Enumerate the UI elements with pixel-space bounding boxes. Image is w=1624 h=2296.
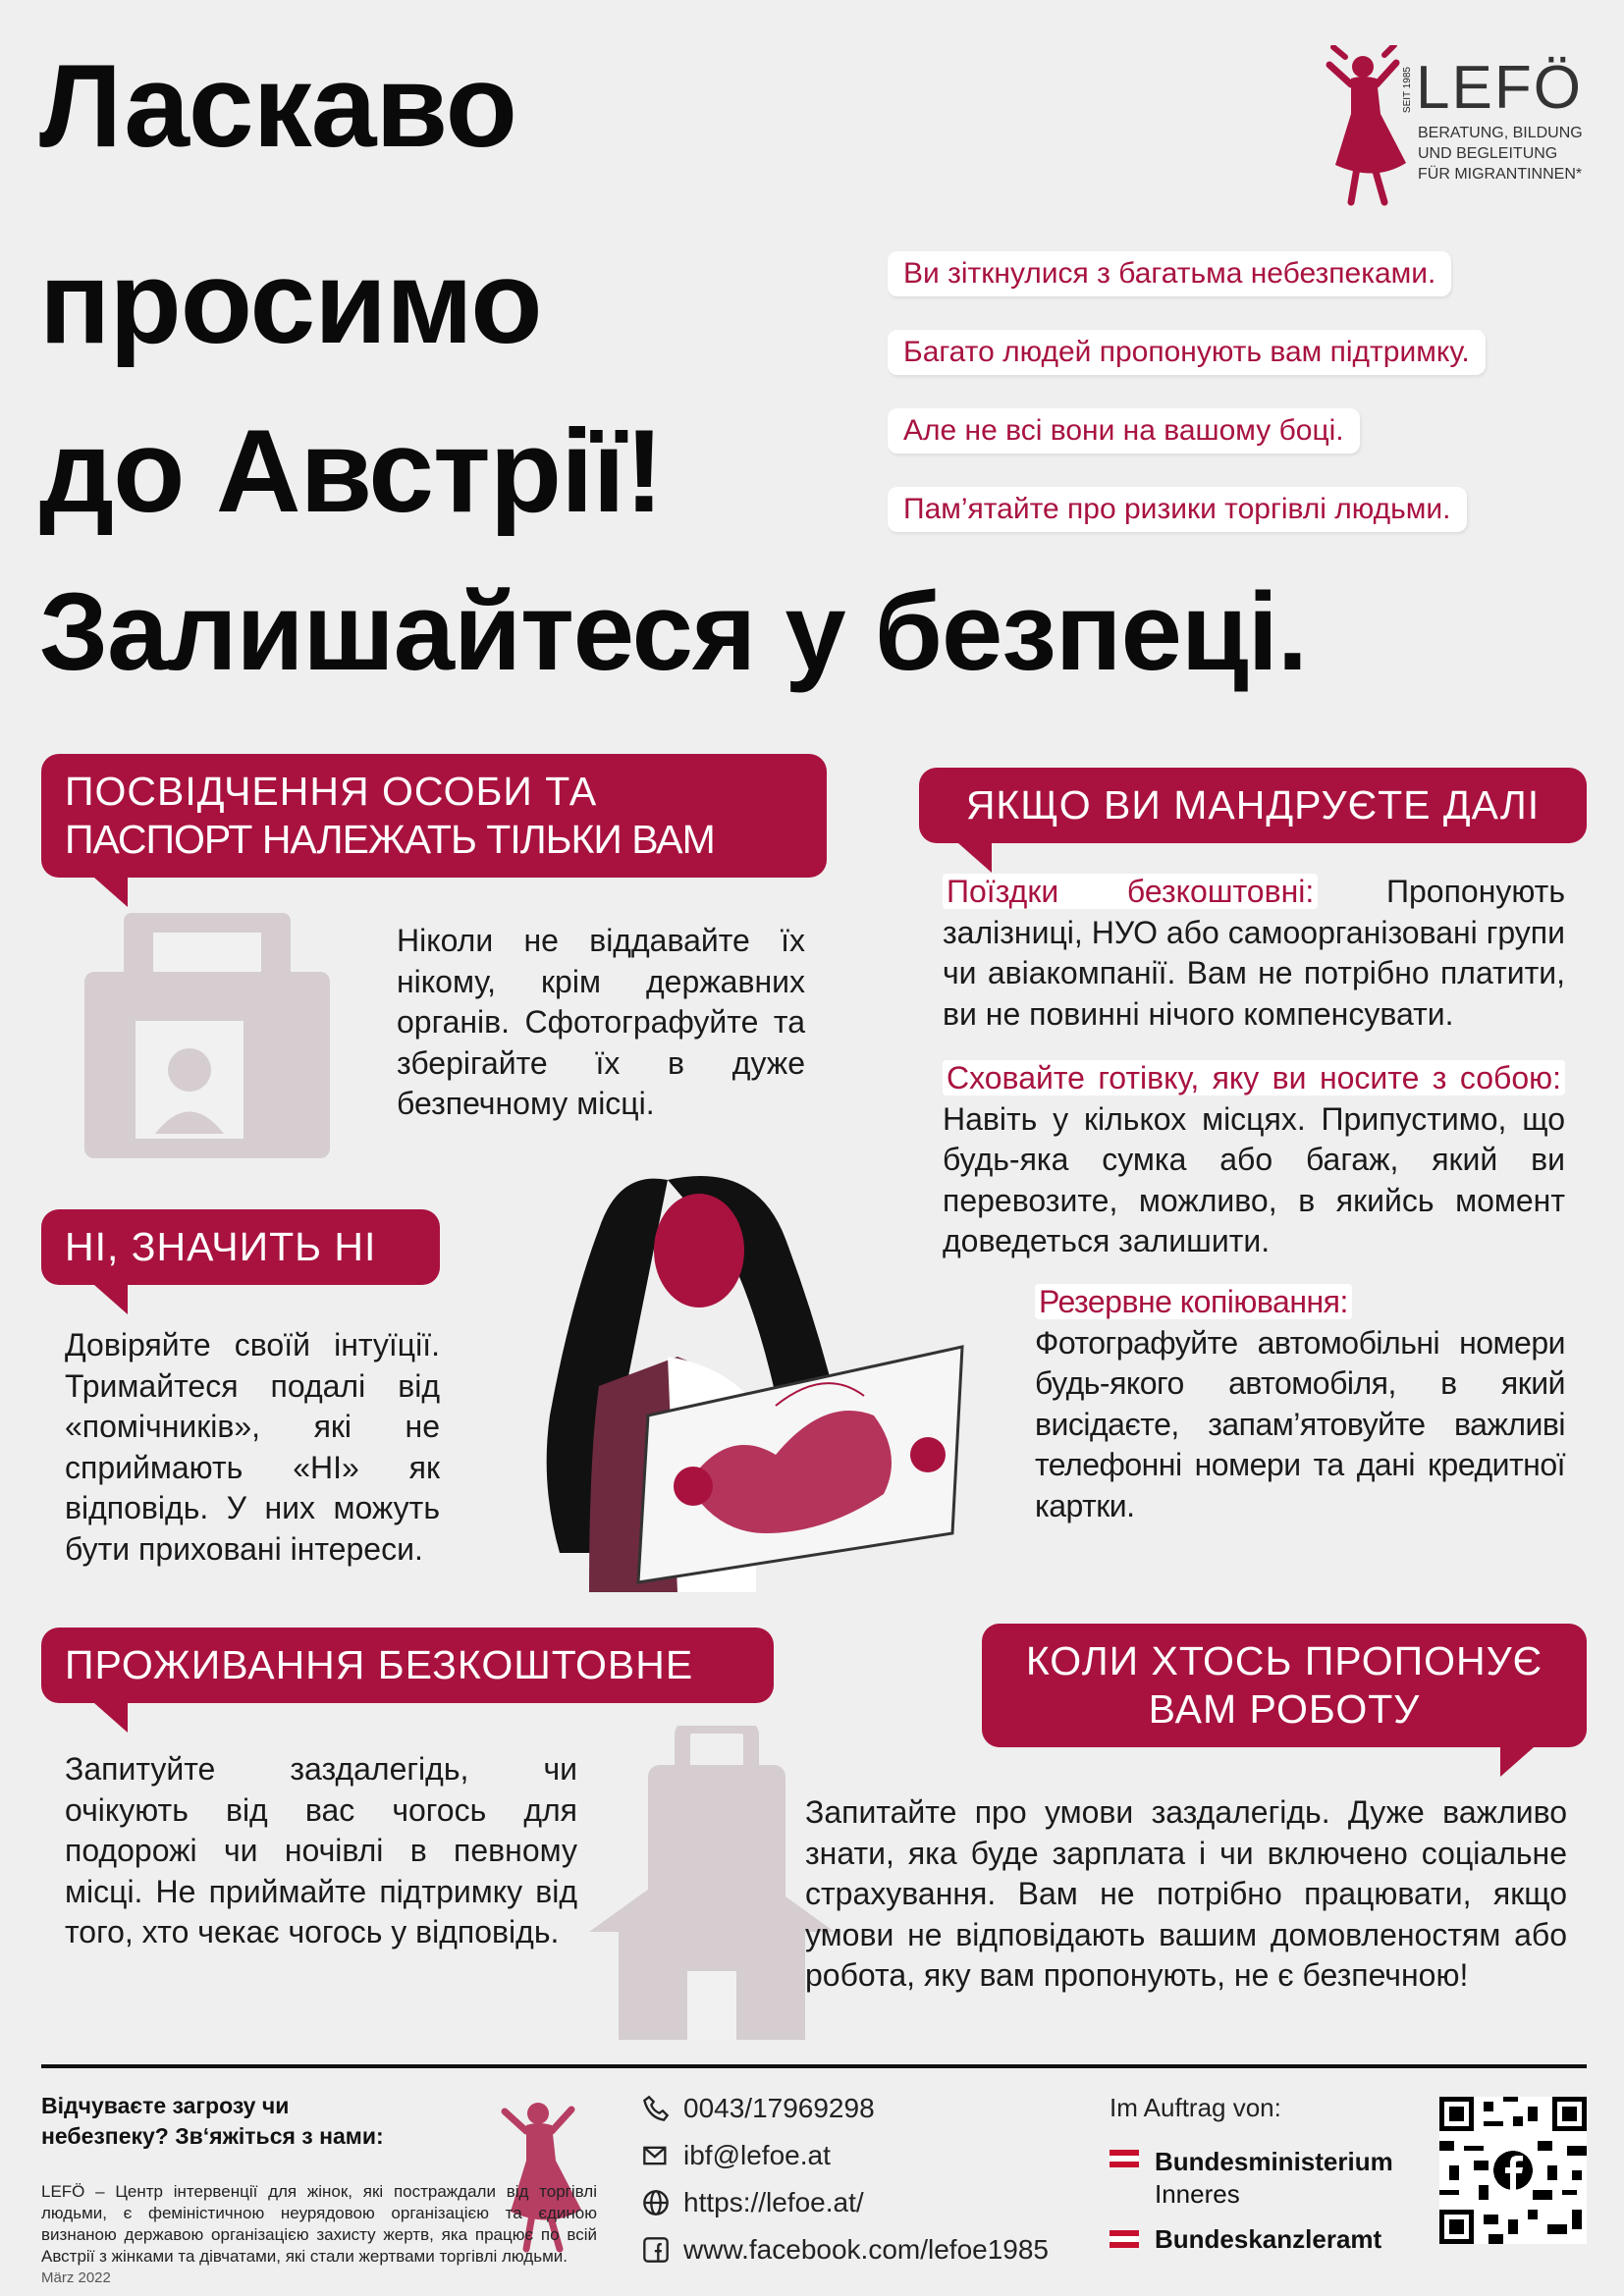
no-section-title <box>41 1209 440 1285</box>
travel-paragraph-3 <box>1035 1282 1565 1527</box>
travel-title-text: ЯКЩО ВИ МАНДРУЄТЕ ДАЛІ <box>965 782 1541 828</box>
job-title-line-2: ВАМ РОБОТУ <box>1148 1686 1421 1733</box>
job-section-text: Запитайте про умови заздалегідь. Дуже важливо знати, яка буде зарплата і чи включено соціальне страхування. Вам не потрібно працювати, якщо умови не відповідають вашим домовленостям або робота, яку вам пропонують, не є безпечною! <box>805 1794 1567 1994</box>
email-icon <box>642 2142 670 2169</box>
headline-line-3: до Австрії! <box>39 405 664 537</box>
footer-heading-line-2: небезпеку? Зв‘яжіться з нами: <box>41 2123 384 2150</box>
travel-section-title <box>919 768 1587 843</box>
ministry-line-2: Inneres <box>1155 2178 1240 2209</box>
headline-line-4: Залишайтеся у безпеці. <box>39 570 1307 693</box>
travel-p1-text: Пропонують залізниці, НУО або самоорганізовані групи чи авіакомпанії. Вам не потрібно платити, ви не повинні нічого компенсувати. <box>943 874 1566 1032</box>
headline-line-1: Ласкаво <box>39 40 516 172</box>
austria-flag-icon-1 <box>1110 2150 1139 2167</box>
housing-section-title <box>41 1628 774 1703</box>
footer-divider <box>41 2064 1587 2068</box>
job-section-title <box>982 1624 1587 1747</box>
intro-pill-4: Пам’ятайте про ризики торгівлі людьми. <box>888 487 1467 532</box>
footer-website[interactable] <box>642 2187 864 2218</box>
travel-p3-label: Резервне копіювання: <box>1035 1284 1352 1319</box>
intro-pill-1: Ви зіткнулися з багатьма небезпеками. <box>888 251 1451 296</box>
intro-pill-3: Але не всі вони на вашому боці. <box>888 408 1360 454</box>
headline-line-2: просимо <box>39 237 542 368</box>
footer-email[interactable] <box>642 2140 831 2171</box>
globe-icon <box>642 2189 670 2216</box>
no-section-text: Довіряйте своїй інтуїції. Тримайтеся подалі від «помічників», які не сприймають «НІ» як відповідь. У них можуть бути приховані інтереси. <box>65 1327 440 1567</box>
austria-flag-icon-2 <box>1110 2230 1139 2248</box>
housing-title-text: ПРОЖИВАННЯ БЕЗКОШТОВНЕ <box>65 1642 694 1687</box>
phone-icon <box>642 2095 670 2122</box>
travel-p1-label: Поїздки безкоштовні: <box>943 874 1318 909</box>
footer-phone-text: 0043/17969298 <box>683 2093 875 2123</box>
logo-name: LEFÖ <box>1416 54 1583 122</box>
id-title-line-2: ПАСПОРТ НАЛЕЖАТЬ ТІЛЬКИ ВАМ <box>65 817 715 863</box>
footer-about: LEFÖ – Центр інтервенції для жінок, які постраждали від торгівлі людьми, є феміністичною неурядовою організацією та єдиною визнаною державою організацією захисту жертв, яка працює по всій Австрії з жінками та дівчатами, які стали жертвами торгівлі людьми. <box>41 2182 597 2267</box>
id-document-ghost-icon <box>84 913 330 1158</box>
chancellery-name: Bundeskanzleramt <box>1155 2224 1382 2254</box>
footer-email-text: ibf@lefoe.at <box>683 2140 831 2170</box>
footer-heading-line-1: Відчуваєте загрозу чи <box>41 2093 290 2118</box>
travel-paragraph-2 <box>943 1058 1565 1262</box>
no-title-text: НІ, ЗНАЧИТЬ НІ <box>65 1224 377 1269</box>
ministry-line-1: Bundesministerium <box>1155 2147 1393 2176</box>
footer-website-text: https://lefoe.at/ <box>683 2187 864 2217</box>
luggage-house-ghost-icon <box>589 1726 835 2040</box>
id-section-title <box>41 754 827 878</box>
intro-pill-2: Багато людей пропонують вам підтримку. <box>888 330 1486 375</box>
footer-phone[interactable] <box>642 2093 875 2124</box>
job-title-line-1: КОЛИ ХТОСЬ ПРОПОНУЄ <box>1025 1638 1543 1683</box>
lefoe-logo <box>1316 45 1600 212</box>
commission-label: Im Auftrag von: <box>1110 2093 1281 2122</box>
travel-p2-label: Сховайте готівку, яку ви носите з собою: <box>943 1060 1565 1095</box>
logo-tagline-line-2: UND BEGLEITUNG <box>1418 144 1558 162</box>
footer-date: März 2022 <box>41 2269 111 2286</box>
footer-heading <box>41 2091 384 2152</box>
logo-tagline-line-3: FÜR MIGRANTINNEN* <box>1418 165 1583 183</box>
facebook-icon <box>642 2236 670 2264</box>
id-title-line-1: ПОСВІДЧЕННЯ ОСОБИ ТА <box>65 769 598 814</box>
travel-p3-text: Фотографуйте автомобільні номери будь-якого автомобіля, в який висідаєте, запам’ятовуйте важливі телефонні номери та дані кредитної картки. <box>1035 1324 1565 1523</box>
footer-facebook[interactable] <box>642 2234 1049 2266</box>
housing-section-text: Запитуйте заздалегідь, чи очікують від вас чогось для подорожі чи ночівлі в певному місці. Не приймайте підтримку від того, хто чекає чогось у відповідь. <box>65 1751 577 1950</box>
footer-facebook-text: www.facebook.com/lefoe1985 <box>683 2234 1049 2265</box>
logo-tagline-line-1: BERATUNG, BILDUNG <box>1418 125 1583 141</box>
logo-tagline <box>1418 124 1583 185</box>
id-section-text: Ніколи не віддавайте їх нікому, крім державних органів. Сфотографуйте та зберігайте їх в дуже безпечному місці. <box>397 923 805 1122</box>
qr-code-icon[interactable] <box>1439 2097 1587 2244</box>
logo-since: SEIT 1985 <box>1402 67 1413 114</box>
woman-with-map-illustration <box>530 1160 982 1592</box>
travel-p2-text: Навіть у кількох місцях. Припустимо, що будь-яка сумка або багаж, який ви перевозите, можливо, в якийсь момент доведеться залишити. <box>943 1100 1565 1259</box>
travel-paragraph-1 <box>943 872 1565 1035</box>
ministry-name <box>1155 2146 1393 2210</box>
